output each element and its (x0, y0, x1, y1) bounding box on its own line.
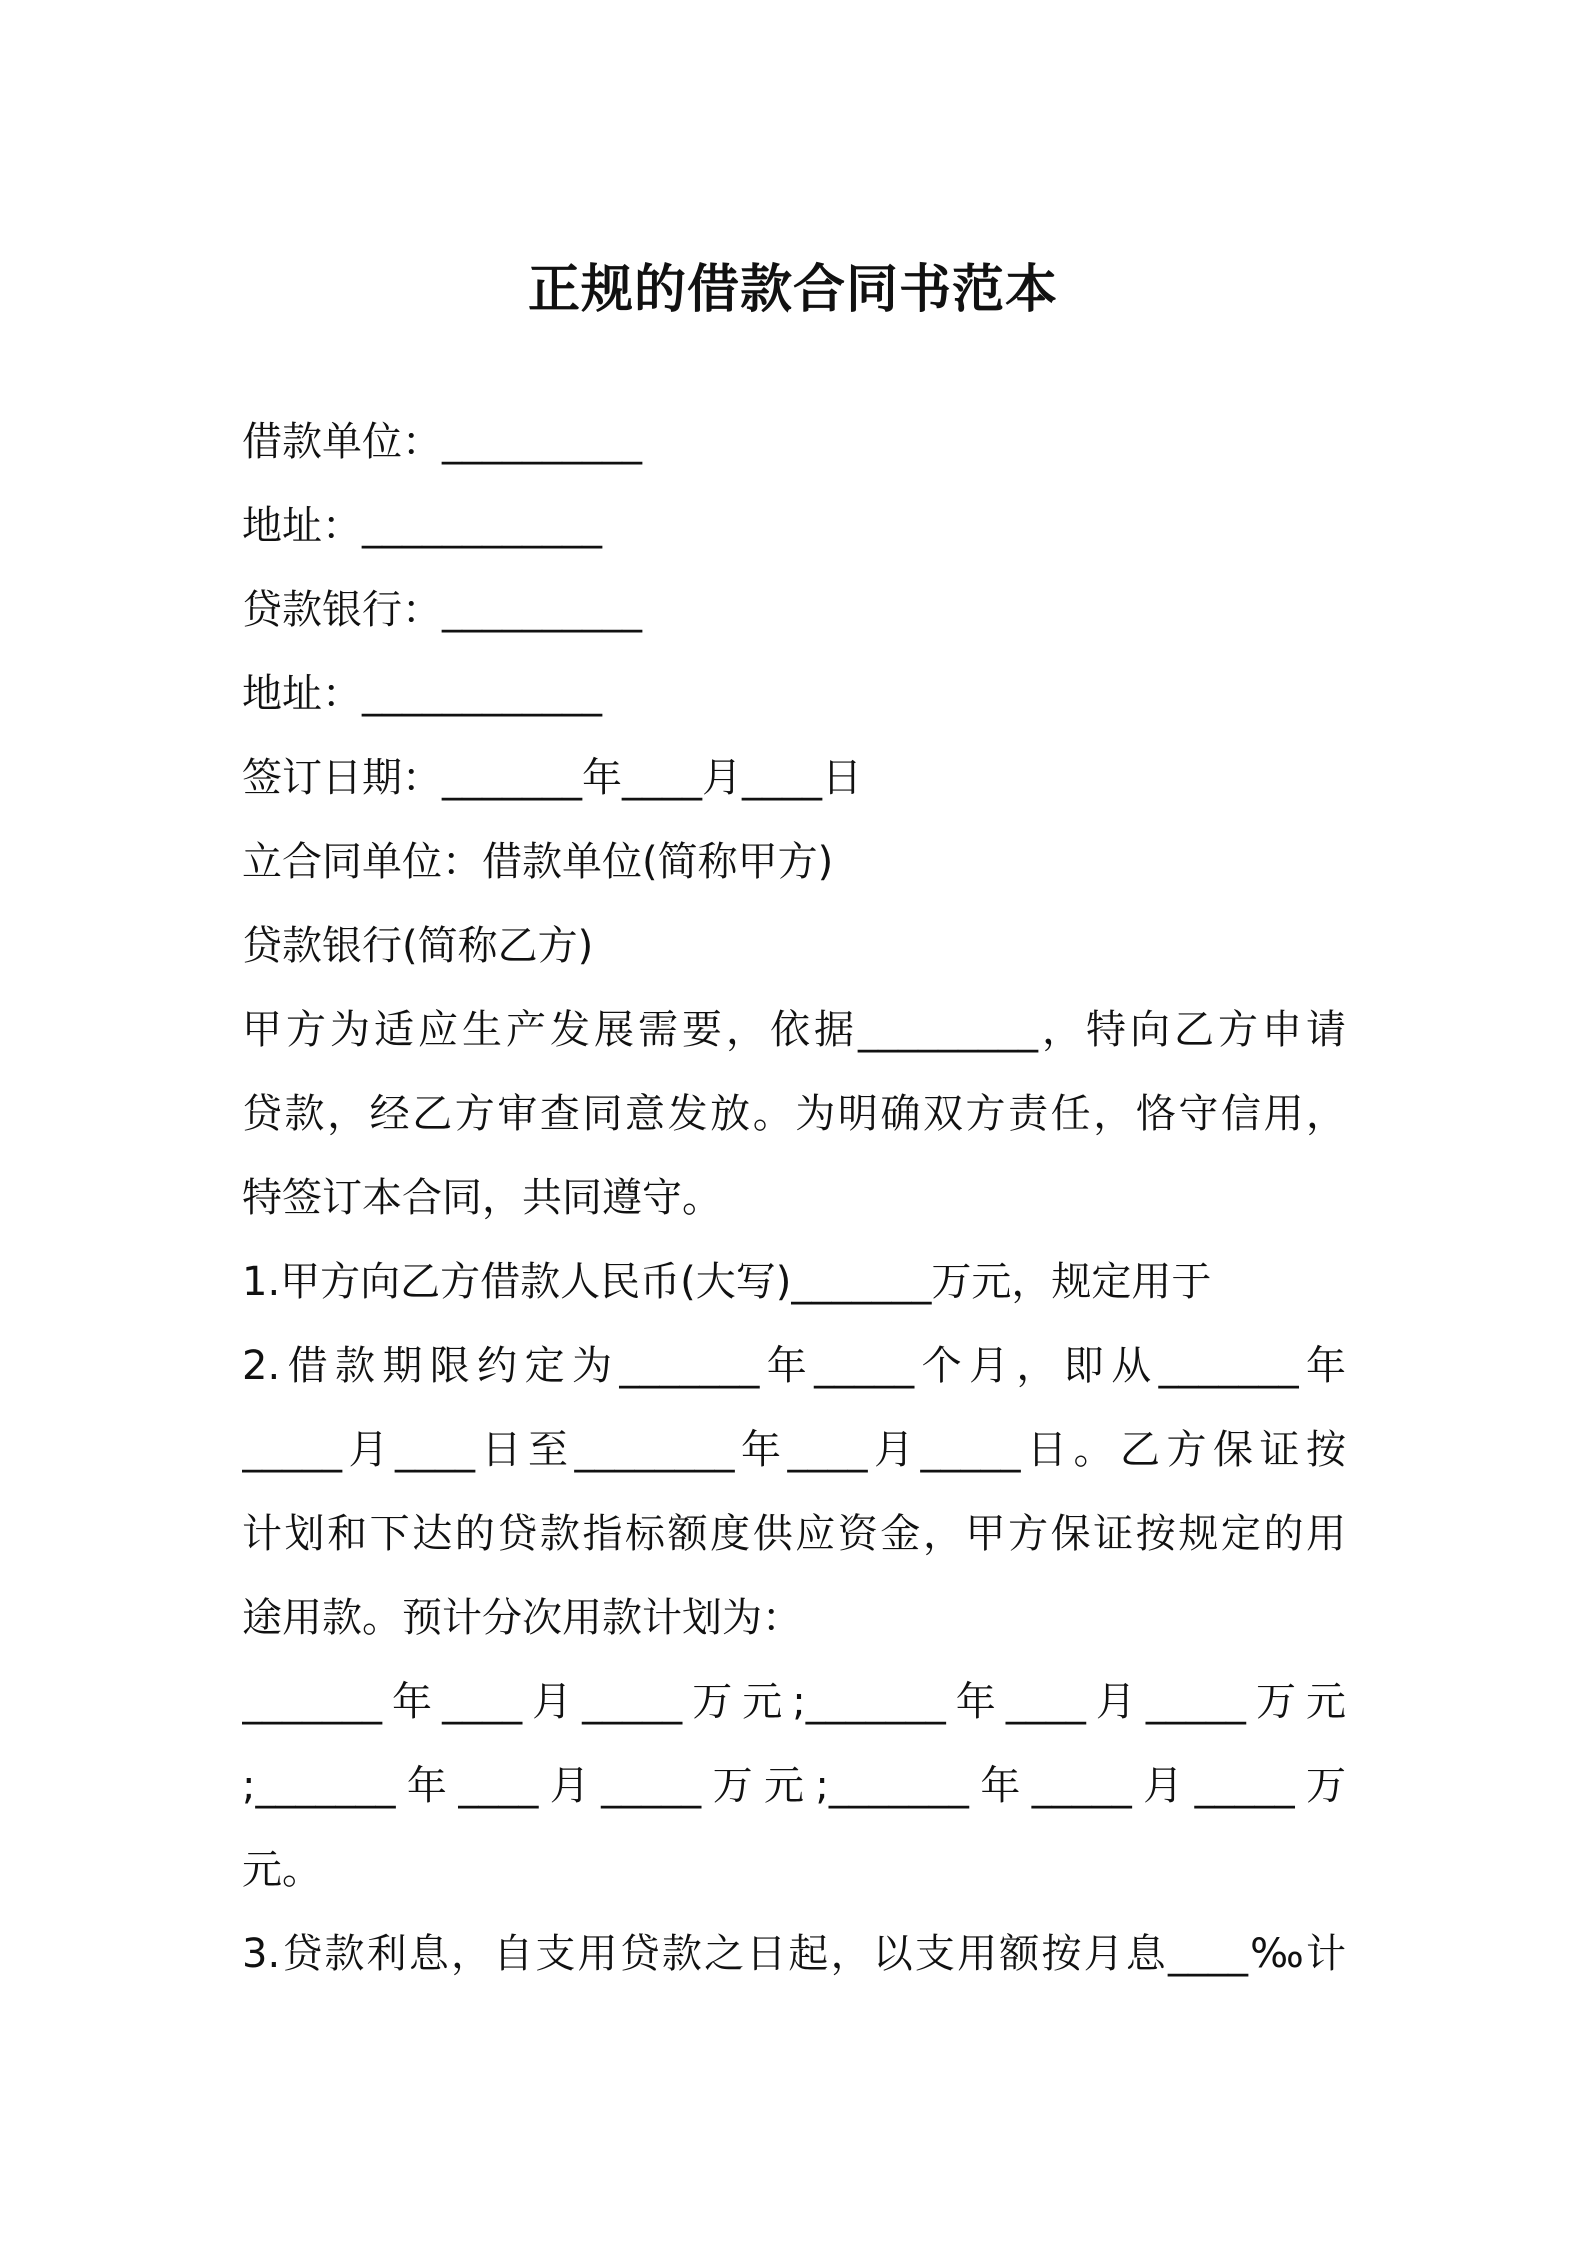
paragraph-line: 贷款，经乙方审查同意发放。为明确双方责任，恪守信用， (242, 1091, 1346, 1137)
field-borrower: 借款单位：__________ (242, 419, 642, 465)
clause-2-line: 计划和下达的贷款指标额度供应资金，甲方保证按规定的用 (242, 1511, 1346, 1557)
clause-2-line: 2.借款期限约定为_______年_____个月，即从_______年 (242, 1343, 1346, 1389)
field-lending-bank: 贷款银行：__________ (242, 587, 642, 633)
paragraph-line: 特签订本合同，共同遵守。 (242, 1175, 722, 1221)
clause-3-line: 3.贷款利息，自支用贷款之日起，以支用额按月息____‰计 (242, 1931, 1346, 1977)
clause-2-schedule-line: _______年____月_____万元;_______年____月_____万元 (242, 1679, 1346, 1725)
field-bank-address: 地址：____________ (242, 671, 602, 717)
parties-party-b: 贷款银行(简称乙方) (242, 923, 594, 969)
field-signing-date: 签订日期：_______年____月____日 (242, 755, 862, 801)
clause-2-line: _____月____日至________年____月_____日。乙方保证按 (242, 1427, 1346, 1473)
document-title: 正规的借款合同书范本 (527, 260, 1058, 320)
clause-2-schedule-line: 元。 (242, 1847, 322, 1893)
clause-2-line: 途用款。预计分次用款计划为： (242, 1595, 802, 1641)
parties-party-a: 立合同单位：借款单位(简称甲方) (242, 839, 834, 885)
field-borrower-address: 地址：____________ (242, 503, 602, 549)
paragraph-line: 甲方为适应生产发展需要，依据_________，特向乙方申请 (242, 1007, 1346, 1053)
clause-1-line: 1.甲方向乙方借款人民币(大写)_______万元，规定用于 (242, 1259, 1212, 1305)
document-body (242, 400, 1346, 1996)
clause-2-schedule-line: ;_______年____月_____万元;_______年_____月_____万 (242, 1763, 1346, 1809)
